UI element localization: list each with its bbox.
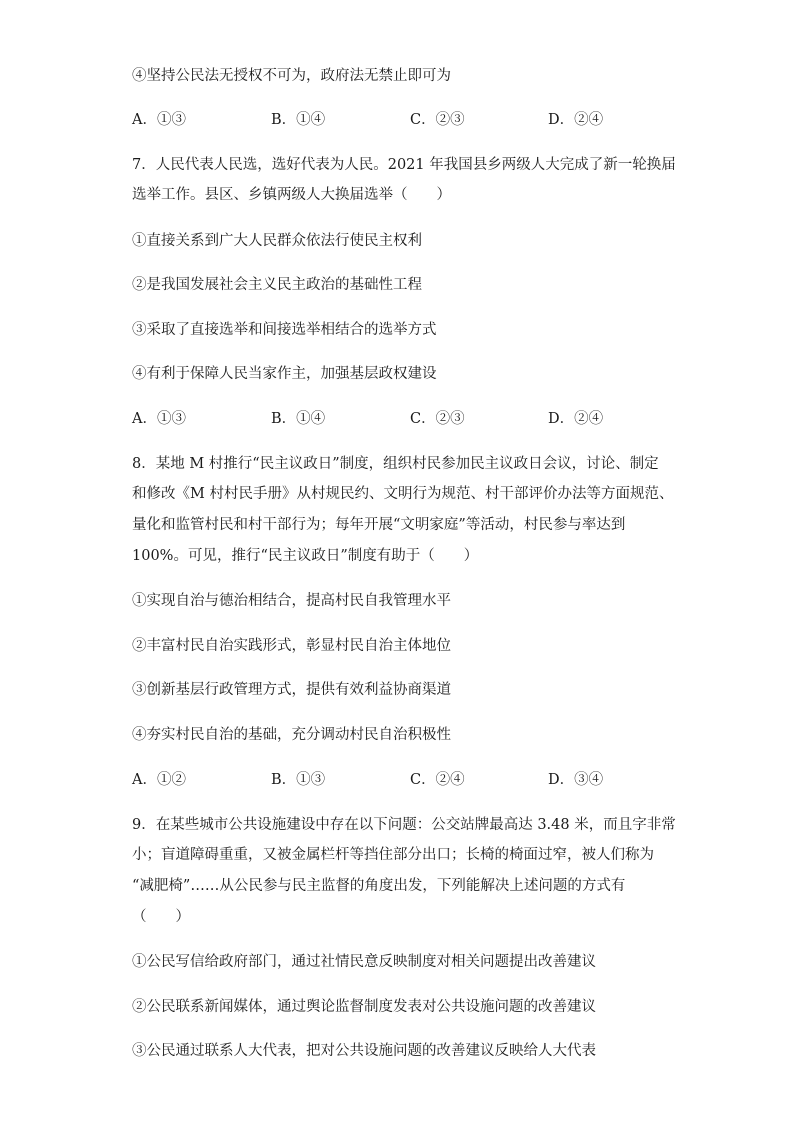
- q7-option-b[interactable]: B．①④: [271, 411, 326, 427]
- q9-stem-line-3: “减肥椅”……从公民参与民主监督的角度出发，下列能解决上述问题的方式有: [132, 878, 626, 894]
- q6-option-a[interactable]: A．①③: [132, 112, 186, 128]
- q8-option-a[interactable]: A．①②: [132, 772, 186, 788]
- q6-item-4: ④坚持公民法无授权不可为，政府法无禁止即可为: [132, 68, 451, 84]
- q7-item-1: ①直接关系到广大人民群众依法行使民主权利: [132, 233, 422, 249]
- q7-item-2: ②是我国发展社会主义民主政治的基础性工程: [132, 277, 422, 293]
- q7-option-a[interactable]: A．①③: [132, 411, 186, 427]
- q8-option-b[interactable]: B．①③: [271, 772, 326, 788]
- q7-item-3: ③采取了直接选举和间接选举相结合的选举方式: [132, 322, 437, 338]
- q8-stem-line-4: 100%。可见，推行“民主议政日”制度有助于（ ）: [132, 548, 479, 564]
- q8-option-d[interactable]: D．③④: [548, 772, 604, 788]
- q8-option-c[interactable]: C．②④: [410, 772, 465, 788]
- q8-stem-line-2: 和修改《M 村村民手册》从村规民约、文明行为规范、村干部评价办法等方面规范、: [132, 486, 674, 502]
- q7-item-4: ④有利于保障人民当家作主，加强基层政权建设: [132, 366, 437, 382]
- q9-stem-line-2: 小；盲道障碍重重，又被金属栏杆等挡住部分出口；长椅的椅面过窄，被人们称为: [132, 847, 654, 863]
- q8-item-1: ①实现自治与德治相结合，提高村民自我管理水平: [132, 593, 451, 609]
- q7-options: [132, 409, 652, 429]
- q6-options: [132, 110, 652, 130]
- q8-stem-line-3: 量化和监管村民和村干部行为；每年开展“文明家庭”等活动，村民参与率达到: [132, 517, 626, 533]
- q9-stem-line-1: 9．在某些城市公共设施建设中存在以下问题：公交站牌最高达 3.48 米，而且字非常: [132, 817, 676, 833]
- q7-stem-line-1: 7．人民代表人民选，选好代表为人民。2021 年我国县乡两级人大完成了新一轮换届: [132, 157, 676, 173]
- q8-item-4: ④夯实村民自治的基础，充分调动村民自治积极性: [132, 727, 451, 743]
- q7-option-c[interactable]: C．②③: [410, 411, 465, 427]
- q8-item-2: ②丰富村民自治实践形式，彰显村民自治主体地位: [132, 638, 451, 654]
- q8-item-3: ③创新基层行政管理方式，提供有效利益协商渠道: [132, 682, 451, 698]
- q7-stem-line-2: 选举工作。县区、乡镇两级人大换届选举（ ）: [132, 187, 451, 203]
- q7-option-d[interactable]: D．②④: [548, 411, 604, 427]
- q9-item-2: ②公民联系新闻媒体，通过舆论监督制度发表对公共设施问题的改善建议: [132, 999, 596, 1015]
- q9-item-3: ③公民通过联系人大代表，把对公共设施问题的改善建议反映给人大代表: [132, 1043, 596, 1059]
- q9-stem-line-4: （ ）: [132, 909, 190, 925]
- q8-options: [132, 770, 652, 790]
- q6-option-d[interactable]: D．②④: [548, 112, 604, 128]
- q8-stem-line-1: 8．某地 M 村推行“民主议政日”制度，组织村民参加民主议政日会议，讨论、制定: [132, 456, 659, 472]
- q6-option-c[interactable]: C．②③: [410, 112, 465, 128]
- q9-item-1: ①公民写信给政府部门，通过社情民意反映制度对相关问题提出改善建议: [132, 954, 596, 970]
- q6-option-b[interactable]: B．①④: [271, 112, 326, 128]
